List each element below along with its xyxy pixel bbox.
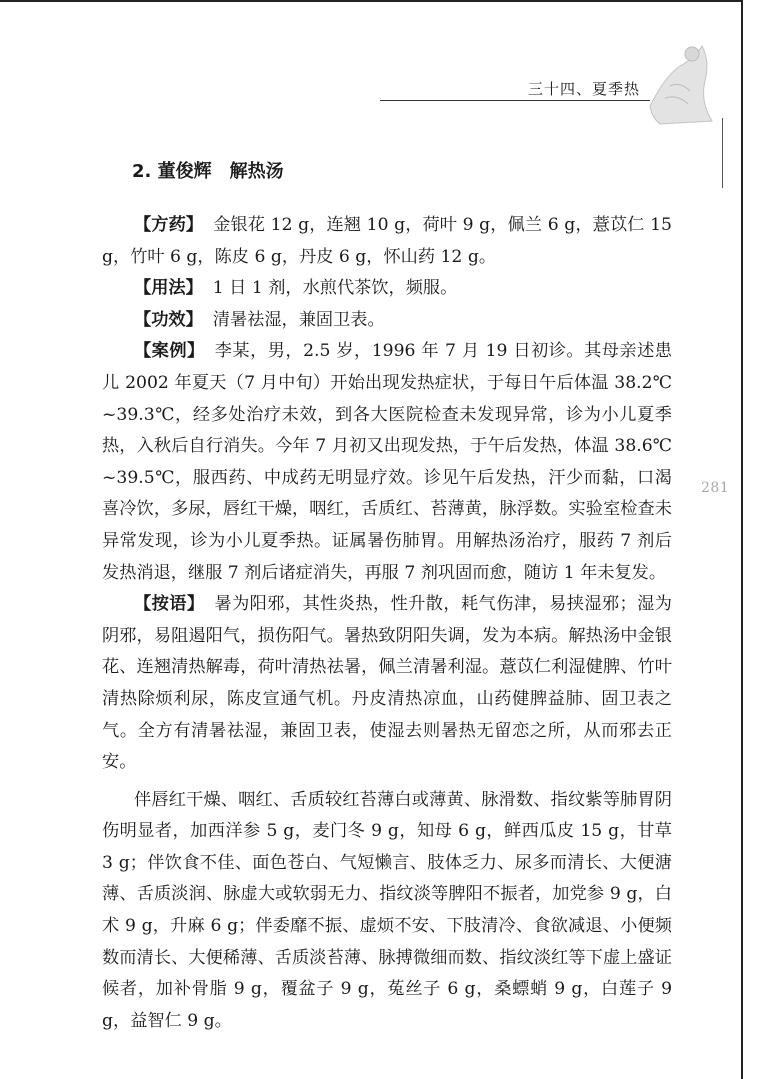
page-frame-top (0, 0, 743, 8)
running-head: 三十四、夏季热 (528, 80, 641, 98)
page-body (102, 156, 672, 1037)
label-commentary: 【按语】 (134, 594, 205, 615)
scholar-illustration-icon (640, 36, 720, 126)
margin-rule (722, 118, 723, 188)
text-prescription: 金银花 12 g，连翘 10 g，荷叶 9 g，佩兰 6 g，薏苡仁 15 g，竹叶 6 g，陈皮 6 g，丹皮 6 g，怀山药 12 g。 (102, 215, 672, 267)
paragraph-modifications (102, 785, 672, 1038)
page-frame-right (741, 0, 743, 1079)
label-usage: 【用法】 (134, 278, 203, 299)
text-modifications: 伴唇红干燥、咽红、舌质较红苔薄白或薄黄、脉滑数、指纹紫等肺胃阴伤明显者，加西洋参 5 g，麦门冬 9 g，知母 6 g，鲜西瓜皮 15 g，甘草 3 g；伴饮食不佳、面色苍白、气短懒言、肢体乏力、尿多而清长、大便溏薄、舌质淡润、脉虚大或软弱无力、指纹淡等脾阳不振者，加党参 9 g，白术 9 g，升麻 6 g；伴委靡不振、虚烦不安、下肢清冷、食欲减退、小便频数而清长、大便稀薄、舌质淡苔薄、脉搏微细而数、指纹淡红等下虚上盛证候者，加补骨脂 9 g，覆盆子 9 g，菟丝子 6 g，桑螵蛸 9 g，白莲子 9 g，益智仁 9 g。 (102, 789, 672, 1031)
label-prescription: 【方药】 (134, 215, 204, 235)
label-efficacy: 【功效】 (134, 309, 203, 330)
paragraph-efficacy (102, 305, 672, 337)
section-title: 2. 董俊辉 解热汤 (132, 161, 284, 182)
header-rule (380, 100, 650, 101)
paragraph-commentary (102, 589, 672, 779)
paragraph-case (102, 336, 672, 589)
text-case: 李某，男，2.5 岁，1996 年 7 月 19 日初诊。其母亲述患儿 2002 年夏天（7 月中旬）开始出现发热症状，于每日午后体温 38.2℃ ~39.3℃，经多处治疗未效，到各大医院检查未发现异常，诊为小儿夏季热，入秋后自行消失。今年 7 月初又出现发热，于午后发热，体温 38.6℃ ~39.5℃，服西药、中成药无明显疗效。诊见午后发热，汗少而黏，口渴喜冷饮，多尿，唇红干燥，咽红，舌质红、苔薄黄，脉浮数。实验室检查未异常发现，诊为小儿夏季热。证属暑伤肺胃。用解热汤治疗，服药 7 剂后发热消退，继服 7 剂后诸症消失，再服 7 剂巩固而愈，随访 1 年未复发。 (102, 341, 672, 583)
text-commentary: 暑为阳邪，其性炎热，性升散，耗气伤津，易挟湿邪；湿为阴邪，易阻遏阳气，损伤阳气。暑热致阴阳失调，发为本病。解热汤中金银花、连翘清热解毒，荷叶清热祛暑，佩兰清暑利湿。薏苡仁利湿健脾、竹叶清热除烦利尿，陈皮宣通气机。丹皮清热凉血，山药健脾益肺、固卫表之气。全方有清暑祛湿，兼固卫表，使湿去则暑热无留恋之所，从而邪去正安。 (102, 594, 672, 773)
text-efficacy: 清暑祛湿，兼固卫表。 (212, 309, 385, 330)
text-usage: 1 日 1 剂，水煎代茶饮，频服。 (212, 278, 458, 299)
paragraph-usage (102, 273, 672, 305)
label-case: 【案例】 (134, 341, 205, 362)
page-number: 281 (701, 480, 730, 496)
paragraph-prescription (102, 210, 672, 273)
